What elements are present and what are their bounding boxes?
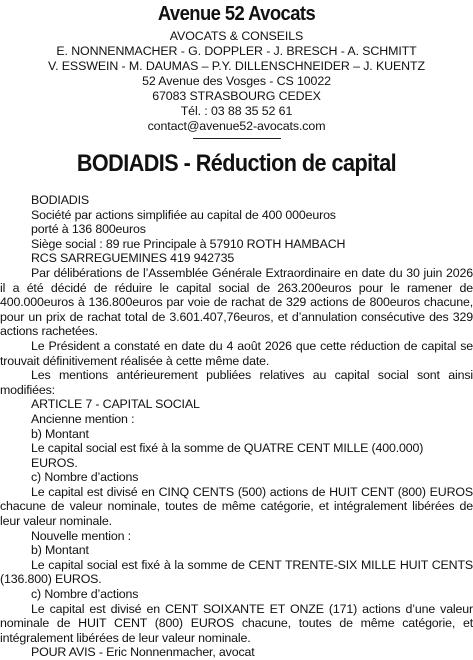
header-city: 67083 STRASBOURG CEDEX	[152, 89, 321, 103]
signature-line: POUR AVIS - Eric Nonnenmacher, avocat	[31, 645, 255, 660]
company-rcs: RCS SARREGUEMINES 419 942735	[31, 251, 235, 266]
company-seat: Siège social : 89 rue Principale à 57910 ROTH HAMBACH	[31, 236, 346, 251]
old-amount-text: Le capital social est fixé à la somme de QUATRE CENT MILLE (400.000) EUROS.	[31, 441, 424, 470]
company-capital: porté à 136 800euros	[31, 222, 146, 237]
paragraph-modifications: Les mentions antérieurement publiées relatives au capital social sont ainsi modifiées:	[0, 368, 473, 397]
new-amount-label: b) Montant	[31, 543, 89, 558]
header-partners-2: V. ESSWEIN - M. DAUMAS – P.Y. DILLENSCHNEIDER – J. KUENTZ	[48, 59, 425, 73]
notice-body	[0, 193, 473, 660]
header-email[interactable]: contact@avenue52-avocats.com	[147, 119, 326, 133]
paragraph-deliberation: Par délibérations de l’Assemblée Générale Extraordinaire en date du 30 juin 2026 il a été décidé de réduire le capital social de 263.200euros pour le ramener de 400.000euros à 136.800euros par voie de rachat de 329 actions de 800euros chacune, pour un prix de rachat total de 3.601.407,76euros, et d’annulation consécutive des 329 actions rachetées.	[0, 265, 473, 339]
header-tagline: AVOCATS & CONSEILS	[169, 29, 304, 43]
old-shares-text: Le capital est divisé en CINQ CENTS (500) actions de HUIT CENT (800) EUROS chacune de valeur nominale, toutes de même catégorie, et intégralement libérées de leur valeur nominale.	[0, 484, 473, 529]
company-form: Société par actions simplifiée au capital de 400 000euros	[31, 207, 336, 222]
header-divider	[193, 138, 281, 139]
notice-title: BODIADIS - Réduction de capital	[76, 150, 397, 177]
new-mention-label: Nouvelle mention :	[31, 528, 131, 543]
new-shares-text: Le capital est divisé en CENT SOIXANTE ET ONZE (171) actions d’une valeur nominale de HUIT CENT (800) EUROS chacune, toutes de même catégorie, et intégralement libérées de leur valeur nominale.	[0, 601, 473, 645]
new-amount-text: Le capital social est fixé à la somme de CENT TRENTE-SIX MILLE HUIT CENTS (136.800) EUROS.	[0, 557, 473, 587]
old-shares-label: c) Nombre d’actions	[31, 470, 139, 485]
header-partners-1: E. NONNENMACHER - G. DOPPLER - J. BRESCH - A. SCHMITT	[56, 44, 417, 58]
new-shares-label: c) Nombre d’actions	[31, 587, 139, 602]
article-heading: ARTICLE 7 - CAPITAL SOCIAL	[31, 397, 200, 412]
old-amount-label: b) Montant	[31, 426, 89, 441]
paragraph-confirmation: Le Président a constaté en date du 4 août 2026 que cette réduction de capital se trouvait définitivement réalisée à cette même date.	[0, 338, 473, 368]
firm-name: Avenue 52 Avocats	[157, 3, 316, 25]
company-name: BODIADIS	[31, 193, 90, 207]
old-mention-label: Ancienne mention :	[31, 411, 135, 426]
header-phone: Tél. : 03 88 35 52 61	[180, 104, 293, 118]
header-address: 52 Avenue des Vosges - CS 10022	[142, 74, 331, 88]
